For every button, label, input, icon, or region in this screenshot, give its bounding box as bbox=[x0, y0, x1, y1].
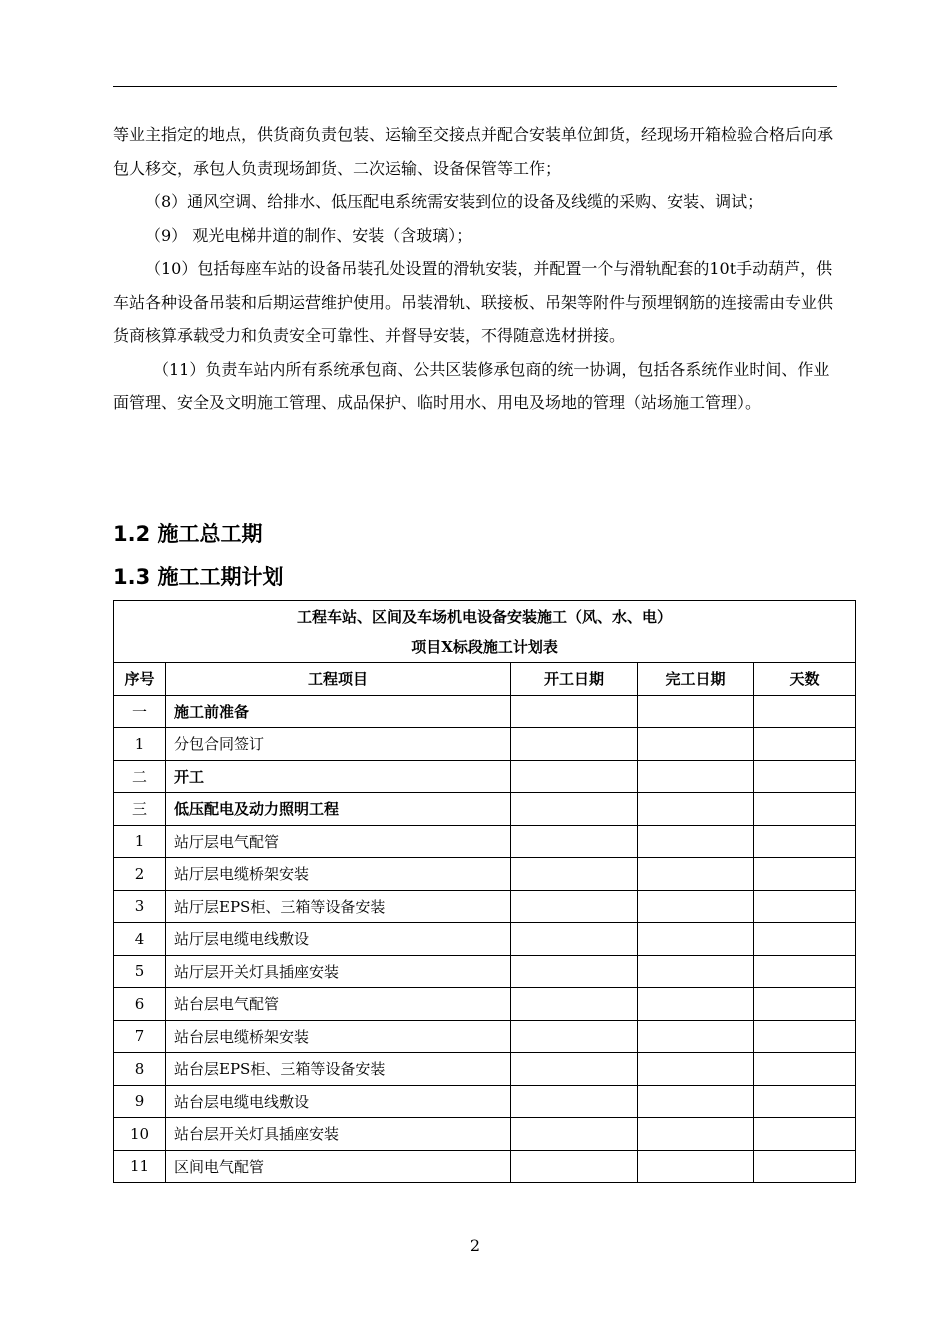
cell-item: 站台层EPS柜、三箱等设备安装 bbox=[166, 1053, 511, 1086]
table-row bbox=[114, 1020, 856, 1053]
cell-start-date bbox=[511, 1150, 638, 1183]
table-row bbox=[114, 825, 856, 858]
table-row bbox=[114, 988, 856, 1021]
cell-start-date bbox=[511, 988, 638, 1021]
paragraph-continuation: 等业主指定的地点，供货商负责包装、运输至交接点并配合安装单位卸货，经现场开箱检验合格后向承包人移交，承包人负责现场卸货、二次运输、设备保管等工作； bbox=[113, 125, 834, 178]
cell-end-date bbox=[638, 1118, 754, 1151]
cell-days bbox=[754, 793, 856, 826]
cell-end-date bbox=[638, 1085, 754, 1118]
cell-no: 2 bbox=[114, 858, 166, 891]
table-title-line-2: 项目X标段施工计划表 bbox=[411, 637, 558, 656]
table-row bbox=[114, 1085, 856, 1118]
cell-item: 站台层电缆电线敷设 bbox=[166, 1085, 511, 1118]
cell-end-date bbox=[638, 825, 754, 858]
cell-days bbox=[754, 825, 856, 858]
cell-item: 站台层开关灯具插座安装 bbox=[166, 1118, 511, 1151]
cell-days bbox=[754, 1118, 856, 1151]
schedule-table bbox=[113, 600, 856, 1183]
cell-start-date bbox=[511, 825, 638, 858]
cell-no: 3 bbox=[114, 890, 166, 923]
cell-item: 站厅层电缆电线敷设 bbox=[166, 923, 511, 956]
cell-end-date bbox=[638, 793, 754, 826]
cell-no: 一 bbox=[114, 695, 166, 728]
cell-no: 1 bbox=[114, 728, 166, 761]
cell-end-date bbox=[638, 1150, 754, 1183]
cell-start-date bbox=[511, 890, 638, 923]
cell-days bbox=[754, 923, 856, 956]
cell-start-date bbox=[511, 1053, 638, 1086]
cell-end-date bbox=[638, 988, 754, 1021]
cell-days bbox=[754, 1150, 856, 1183]
cell-item: 低压配电及动力照明工程 bbox=[166, 793, 511, 826]
cell-days bbox=[754, 695, 856, 728]
cell-start-date bbox=[511, 1118, 638, 1151]
cell-no: 1 bbox=[114, 825, 166, 858]
cell-end-date bbox=[638, 1020, 754, 1053]
paragraph-item-10: （10）包括每座车站的设备吊装孔处设置的滑轨安装，并配置一个与滑轨配套的10t手动葫芦，供车站各种设备吊装和后期运营维护使用。吊装滑轨、联接板、吊架等附件与预埋钢筋的连接需由专业供货商核算承载受力和负责安全可靠性、并督导安装，不得随意选材拼接。 bbox=[113, 259, 834, 345]
cell-no: 11 bbox=[114, 1150, 166, 1183]
table-row bbox=[114, 1053, 856, 1086]
table-row bbox=[114, 793, 856, 826]
table-row bbox=[114, 728, 856, 761]
cell-no: 三 bbox=[114, 793, 166, 826]
table-header-row bbox=[114, 663, 856, 696]
header-end-date: 完工日期 bbox=[638, 663, 754, 696]
cell-no: 10 bbox=[114, 1118, 166, 1151]
table-row bbox=[114, 760, 856, 793]
cell-end-date bbox=[638, 695, 754, 728]
cell-no: 6 bbox=[114, 988, 166, 1021]
heading-1-2: 1.2 施工总工期 bbox=[113, 522, 263, 546]
cell-days bbox=[754, 1020, 856, 1053]
table-row bbox=[114, 695, 856, 728]
cell-item: 站厅层EPS柜、三箱等设备安装 bbox=[166, 890, 511, 923]
table-row bbox=[114, 955, 856, 988]
header-rule bbox=[113, 86, 837, 87]
cell-start-date bbox=[511, 923, 638, 956]
cell-end-date bbox=[638, 728, 754, 761]
cell-days bbox=[754, 1053, 856, 1086]
cell-start-date bbox=[511, 955, 638, 988]
paragraph-item-8: （8）通风空调、给排水、低压配电系统需安装到位的设备及线缆的采购、安装、调试； bbox=[145, 192, 764, 211]
cell-no: 4 bbox=[114, 923, 166, 956]
table-title-row bbox=[114, 601, 856, 663]
cell-no: 二 bbox=[114, 760, 166, 793]
cell-start-date bbox=[511, 858, 638, 891]
cell-days bbox=[754, 1085, 856, 1118]
cell-item: 站厅层电气配管 bbox=[166, 825, 511, 858]
cell-end-date bbox=[638, 923, 754, 956]
table-row bbox=[114, 1118, 856, 1151]
cell-item: 施工前准备 bbox=[166, 695, 511, 728]
cell-start-date bbox=[511, 728, 638, 761]
paragraph-item-9: （9） 观光电梯井道的制作、安装（含玻璃）； bbox=[145, 225, 473, 245]
cell-days bbox=[754, 890, 856, 923]
cell-days bbox=[754, 760, 856, 793]
cell-start-date bbox=[511, 1085, 638, 1118]
cell-days bbox=[754, 858, 856, 891]
heading-1-3: 1.3 施工工期计划 bbox=[113, 565, 284, 589]
cell-days bbox=[754, 955, 856, 988]
cell-end-date bbox=[638, 955, 754, 988]
cell-start-date bbox=[511, 793, 638, 826]
cell-no: 7 bbox=[114, 1020, 166, 1053]
cell-item: 站厅层电缆桥架安装 bbox=[166, 858, 511, 891]
cell-start-date bbox=[511, 695, 638, 728]
table-row bbox=[114, 858, 856, 891]
cell-item: 分包合同签订 bbox=[166, 728, 511, 761]
cell-days bbox=[754, 988, 856, 1021]
cell-item: 站台层电缆桥架安装 bbox=[166, 1020, 511, 1053]
page-number: 2 bbox=[469, 1236, 481, 1255]
header-start-date: 开工日期 bbox=[511, 663, 638, 696]
header-no: 序号 bbox=[114, 663, 166, 696]
cell-item: 开工 bbox=[166, 760, 511, 793]
cell-no: 8 bbox=[114, 1053, 166, 1086]
cell-start-date bbox=[511, 760, 638, 793]
cell-end-date bbox=[638, 760, 754, 793]
table-title bbox=[114, 601, 856, 663]
cell-no: 5 bbox=[114, 955, 166, 988]
cell-item: 站台层电气配管 bbox=[166, 988, 511, 1021]
body-text bbox=[113, 118, 837, 420]
cell-end-date bbox=[638, 1053, 754, 1086]
cell-end-date bbox=[638, 858, 754, 891]
cell-end-date bbox=[638, 890, 754, 923]
table-row bbox=[114, 923, 856, 956]
cell-item: 站厅层开关灯具插座安装 bbox=[166, 955, 511, 988]
cell-no: 9 bbox=[114, 1085, 166, 1118]
cell-start-date bbox=[511, 1020, 638, 1053]
cell-item: 区间电气配管 bbox=[166, 1150, 511, 1183]
header-days: 天数 bbox=[754, 663, 856, 696]
header-item: 工程项目 bbox=[166, 663, 511, 696]
paragraph-item-11: （11）负责车站内所有系统承包商、公共区装修承包商的统一协调，包括各系统作业时间、作业面管理、安全及文明施工管理、成品保护、临时用水、用电及场地的管理（站场施工管理）。 bbox=[113, 359, 830, 412]
cell-days bbox=[754, 728, 856, 761]
table-row bbox=[114, 1150, 856, 1183]
table-row bbox=[114, 890, 856, 923]
table-title-line-1: 工程车站、区间及车场机电设备安装施工（风、水、电） bbox=[297, 607, 673, 626]
